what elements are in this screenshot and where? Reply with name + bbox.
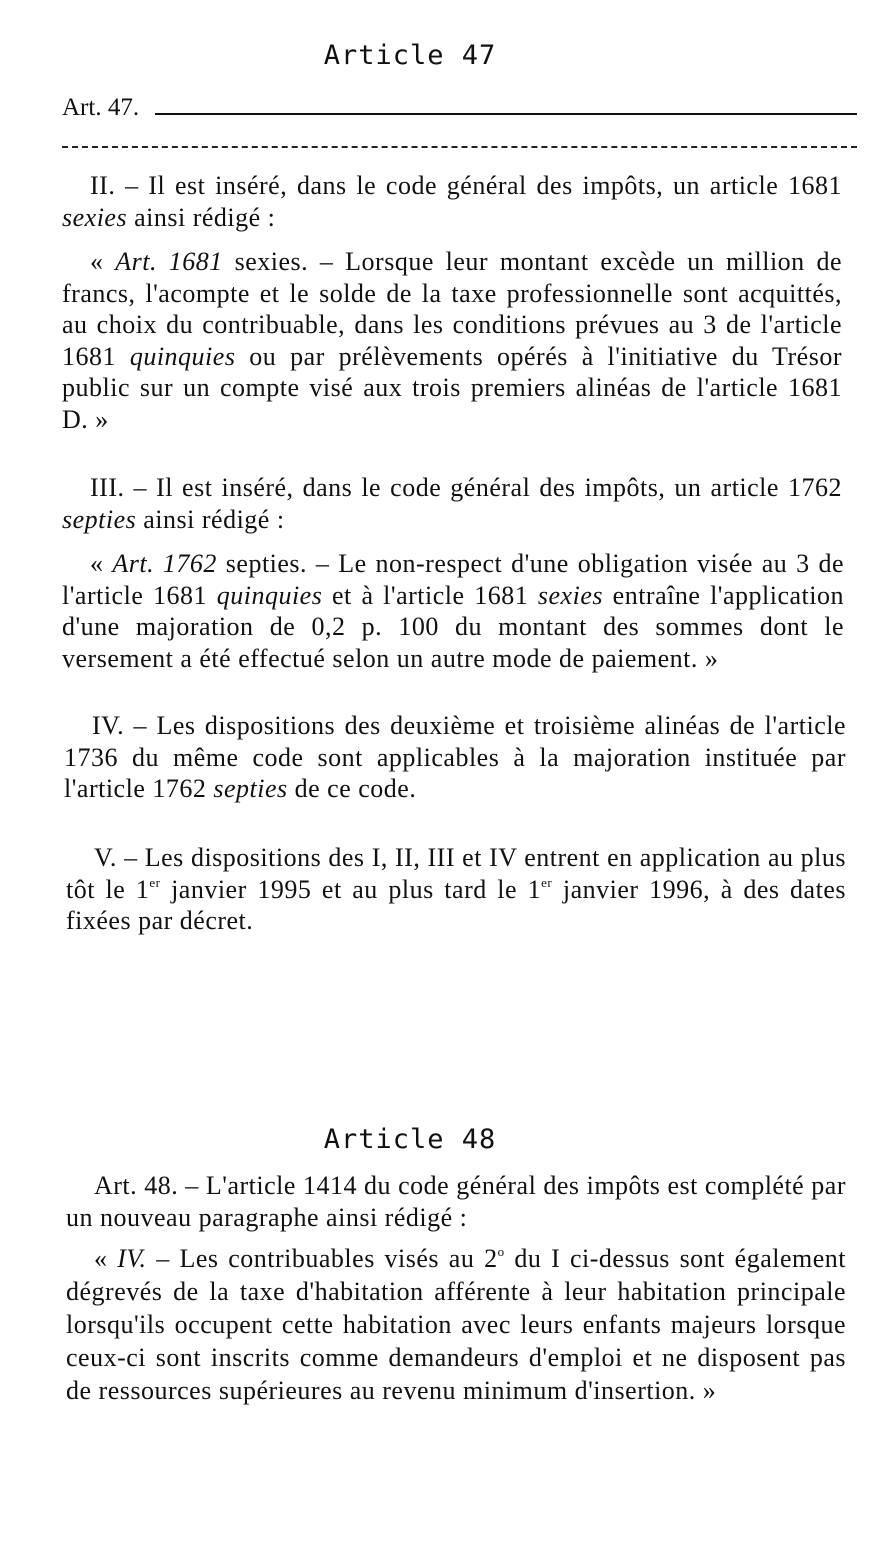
article-47-dashed-rule — [62, 146, 857, 148]
article-47-paragraph-ii: II. – Il est inséré, dans le code général des impôts, un article 1681 sexies ainsi rédigé : — [62, 171, 842, 232]
article-47-paragraph-iv: IV. – Les dispositions des deuxième et troisième alinéas de l'article 1736 du même code sont applicables à la majoration instituée par l'article 1762 septies de ce code. — [64, 711, 846, 803]
article-48-heading: Article 48 — [323, 1124, 497, 1155]
article-47-label: Art. 47. — [62, 94, 140, 121]
article-47-label-line — [62, 94, 857, 122]
article-47-heading: Article 47 — [323, 40, 497, 71]
article-47-quote-1762-septies: « Art. 1762 septies. – Le non-respect d'une obligation visée au 3 de l'article 1681 quinquies et à l'article 1681 sexies entraîne l'application d'une majoration de 0,2 p. 100 du montant des sommes dont le versement a été effectué selon un autre mode de paiement. » — [62, 549, 845, 673]
article-47-paragraph-iii: III. – Il est inséré, dans le code général des impôts, un article 1762 septies ainsi rédigé : — [62, 473, 842, 534]
article-47-paragraph-v: V. – Les dispositions des I, II, III et IV entrent en application au plus tôt le 1er janvier 1995 et au plus tard le 1er janvier 1996, à des dates fixées par décret. — [66, 843, 846, 935]
article-48-quote-iv: « IV. – Les contribuables visés au 2$^o$ du I ci-dessus sont également dégrevés de la taxe d'habitation afférente à leur habitation principale lorsqu'ils occupent cette habitation avec leurs enfants majeurs lorsque ceux-ci sont inscrits comme demandeurs d'emploi et ne disposent pas de ressources supérieures au revenu minimum d'insertion. » — [66, 1244, 846, 1405]
article-47-underline — [155, 113, 857, 115]
article-48-paragraph: Art. 48. – L'article 1414 du code général des impôts est complété par un nouveau paragraphe ainsi rédigé : — [66, 1171, 846, 1232]
article-47-quote-1681-sexies: « Art. 1681 sexies. – Lorsque leur montant excède un million de francs, l'acompte et le solde de la taxe professionnelle sont acquittés, au choix du contribuable, dans les conditions prévues au 3 de l'article 1681 quinquies ou par prélèvements opérés à l'initiative du Trésor public sur un compte visé aux trois premiers alinéas de l'article 1681 D. » — [62, 247, 842, 434]
